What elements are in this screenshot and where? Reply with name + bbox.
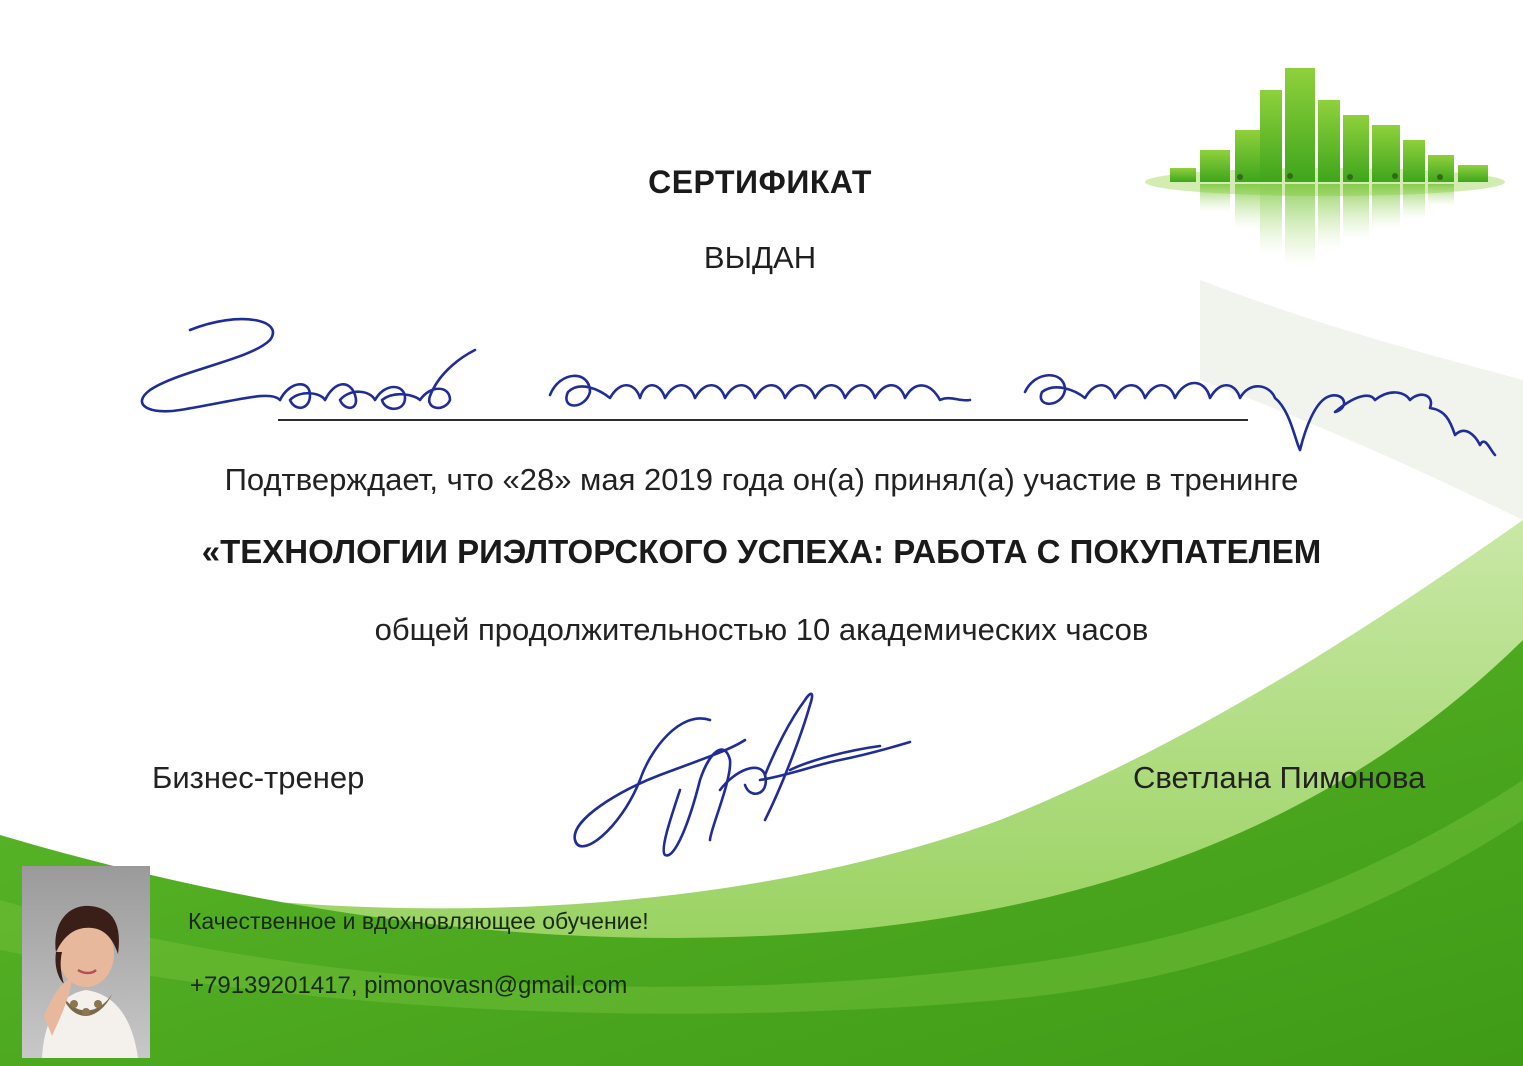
course-title: «ТЕХНОЛОГИИ РИЭЛТОРСКОГО УСПЕХА: РАБОТА С ПОКУПАТЕЛЕМ (201, 533, 1322, 570)
trainer-role: Бизнес-тренер (152, 760, 365, 795)
recipient-underline (278, 419, 1248, 421)
handwritten-recipient-name (120, 300, 1520, 470)
issued-label: ВЫДАН (703, 240, 817, 275)
trainer-portrait-photo (22, 866, 150, 1058)
certificate-title: СЕРТИФИКАТ (648, 164, 872, 200)
footer-slogan: Качественное и вдохновляющее обучение! (188, 908, 649, 934)
trainer-signature (560, 680, 930, 900)
course-duration: общей продолжительностью 10 академических часов (374, 612, 1149, 647)
city-skyline-logo (1140, 60, 1510, 270)
trainer-name: Светлана Пимонова (1133, 760, 1426, 795)
confirmation-text: Подтверждает, что «28» мая 2019 года он(а) принял(а) участие в тренинге (224, 462, 1299, 497)
footer-contacts: +79139201417, pimonovasn@gmail.com (190, 972, 628, 999)
